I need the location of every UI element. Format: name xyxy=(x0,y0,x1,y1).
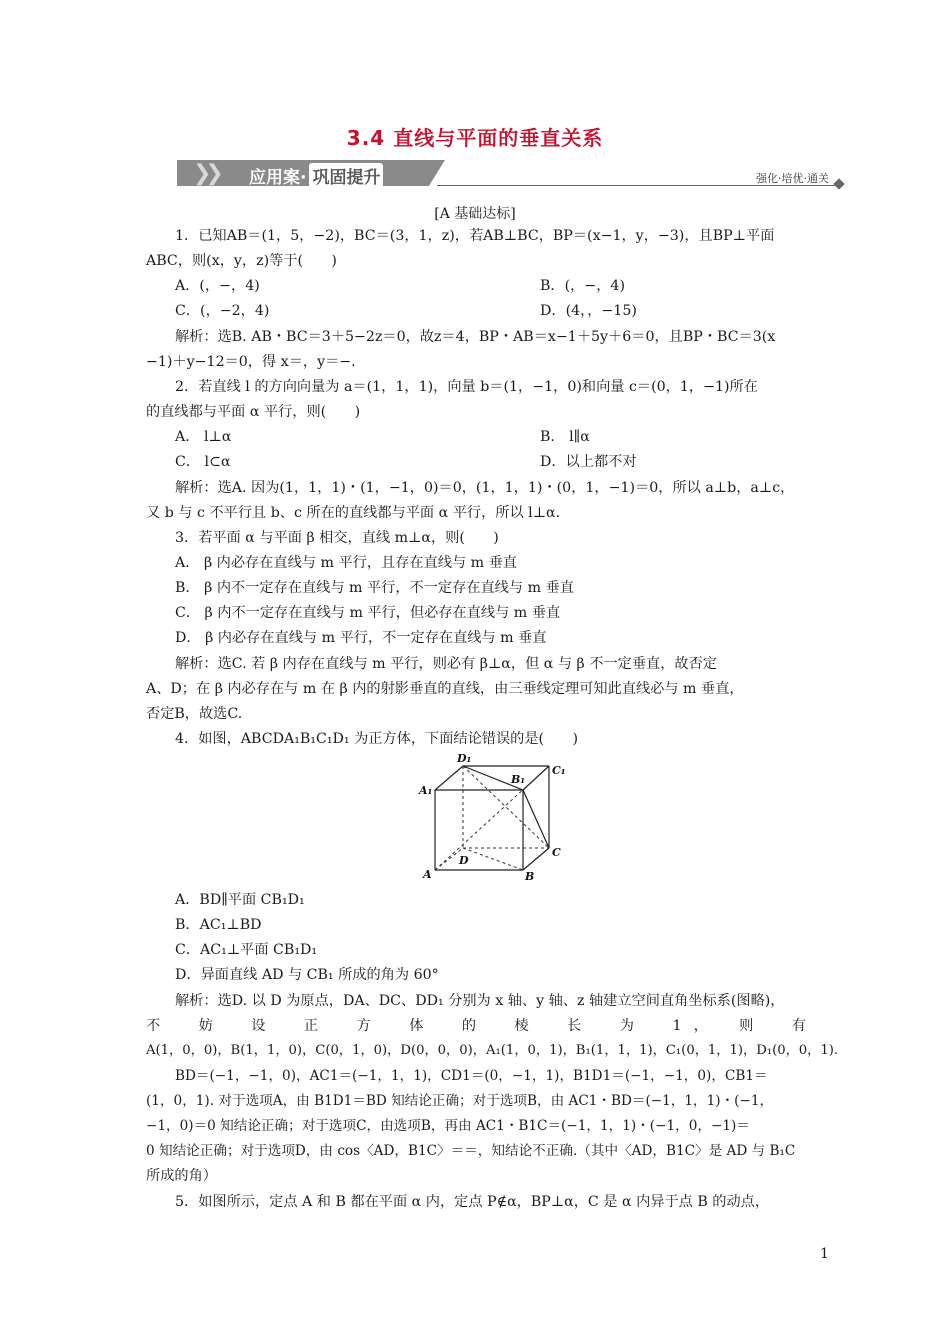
option-a: A．(，−，4) xyxy=(175,278,260,294)
label-b1: B₁ xyxy=(511,773,526,786)
text-line: 5．如图所示，定点 A 和 B 都在平面 α 内，定点 P∉α，BP⊥α，C 是 α 内异于点 B 的动点， xyxy=(175,1194,770,1210)
option-d: D．(4，，−15) xyxy=(540,303,637,319)
label-d1: D₁ xyxy=(457,752,472,765)
solution-line: 又 b 与 c 不平行且 b、c 所在的直线都与平面 α 平行，所以 l⊥α. xyxy=(146,505,561,521)
option-d: D．以上都不对 xyxy=(540,454,637,470)
solution-line: 解析：选D. 以 D 为原点，DA、DC、DD₁ 分别为 x 轴、y 轴、z 轴建立空间直角坐标系(图略)， xyxy=(175,993,785,1009)
option-a: A． l⊥α xyxy=(175,429,232,445)
option-d: D． β 内必存在直线与 m 平行，不一定存在直线与 m 垂直 xyxy=(175,630,547,646)
diamond-icon xyxy=(833,178,844,189)
solution-line: −1)＋y−12＝0，得 x＝，y＝−. xyxy=(146,354,356,370)
label-c1: C₁ xyxy=(552,764,566,777)
solution-line: A(1，0，0)，B(1，1，0)，C(0，1，0)，D(0，0，0)，A₁(1，0，1)，B₁(1，1，1)，C₁(0，1，1)，D₁(0，0，1). xyxy=(146,1043,839,1058)
solution-line: 不 妨 设 正 方 体 的 棱 长 为 1， 则 有 xyxy=(146,1018,806,1034)
option-b: B．AC₁⊥BD xyxy=(175,917,262,933)
option-c: C．AC₁⊥平面 CB₁D₁ xyxy=(175,942,318,958)
solution-line: 解析：选A. 因为(1，1，1)・(1，−1，0)＝0，(1，1，1)・(0，1，−1)＝0，所以 a⊥b，a⊥c， xyxy=(175,480,795,496)
option-b: B．(，−，4) xyxy=(540,278,625,294)
option-a: A．BD∥平面 CB₁D₁ xyxy=(175,892,305,908)
option-c: C．(，−2，4) xyxy=(175,303,270,319)
page-number: 1 xyxy=(820,1246,829,1262)
text-line: 的直线都与平面 α 平行，则( ) xyxy=(146,404,361,420)
solution-line: A、D；在 β 内必存在与 m 在 β 内的射影垂直的直线，由三垂线定理可知此直线必与 m 垂直， xyxy=(146,681,744,697)
solution-line: 解析：选C. 若 β 内存在直线与 m 平行，则必有 β⊥α，但 α 与 β 不一定垂直，故否定 xyxy=(175,656,717,672)
section-heading: [A 基础达标] xyxy=(434,206,516,222)
solution-line: 0 知结论正确；对于选项D，由 cos〈AD，B1C〉＝＝，知结论不正确.（其中〈AD，B1C〉是 AD 与 B₁C xyxy=(146,1143,796,1159)
text-line: 4．如图，ABCDA₁B₁C₁D₁ 为正方体，下面结论错误的是( ) xyxy=(175,731,578,747)
section-banner xyxy=(177,160,843,188)
option-b: B． β 内不一定存在直线与 m 平行，不一定存在直线与 m 垂直 xyxy=(175,580,574,596)
banner-right-text: 强化·培优·通关 xyxy=(756,172,829,185)
text-line: 3．若平面 α 与平面 β 相交，直线 m⊥α，则( ) xyxy=(175,530,499,546)
text-line: ABC，则(x，y，z)等于( ) xyxy=(146,253,337,269)
solution-line: (1，0，1). 对于选项A，由 B1D1＝BD 知结论正确；对于选项B，由 AC1・BD＝(−1，1，1)・(−1， xyxy=(146,1093,774,1109)
option-b: B． l∥α xyxy=(540,429,590,445)
solution-line: BD＝(−1，−1，0)，AC1＝(−1，1，1)，CD1＝(0，−1，1)，B1D1＝(−1，−1，0)，CB1＝ xyxy=(175,1068,768,1084)
label-c: C xyxy=(552,846,561,859)
label-b: B xyxy=(525,870,535,883)
solution-line: 否定B，故选C. xyxy=(146,706,243,722)
label-d: D xyxy=(459,854,469,867)
text-line: 1．已知AB＝(1，5，−2)，BC＝(3，1，z)，若AB⊥BC，BP＝(x−1，y，−3)，且BP⊥平面 xyxy=(175,228,775,244)
text-line: 2．若直线 l 的方向向量为 a＝(1，1，1)，向量 b＝(1，−1，0)和向量 c＝(0，1，−1)所在 xyxy=(175,379,758,395)
cube-figure xyxy=(415,752,575,884)
banner-highlight: 巩固提升 xyxy=(309,163,383,188)
label-a1: A₁ xyxy=(419,784,433,797)
solution-line: 所成的角） xyxy=(146,1168,217,1184)
label-a: A xyxy=(423,868,432,881)
double-chevron-icon: ❯❯ xyxy=(193,161,218,186)
page-title: 3.4 直线与平面的垂直关系 xyxy=(346,126,604,150)
option-c: C． β 内不一定存在直线与 m 平行，但必存在直线与 m 垂直 xyxy=(175,605,561,621)
solution-line: −1，0)＝0 知结论正确；对于选项C，由选项B，再由 AC1・B1C＝(−1，1，1)・(−1，0，−1)＝ xyxy=(146,1118,750,1134)
option-a: A． β 内必存在直线与 m 平行，且存在直线与 m 垂直 xyxy=(175,555,517,571)
option-d: D．异面直线 AD 与 CB₁ 所成的角为 60° xyxy=(175,967,439,983)
solution-line: 解析：选B. AB・BC＝3＋5−2z＝0，故z＝4，BP・AB＝x−1＋5y＋6＝0，且BP・BC＝3(x xyxy=(175,329,776,345)
banner-label: 应用案· 巩固提升 xyxy=(249,163,383,188)
option-c: C． l⊂α xyxy=(175,454,231,470)
